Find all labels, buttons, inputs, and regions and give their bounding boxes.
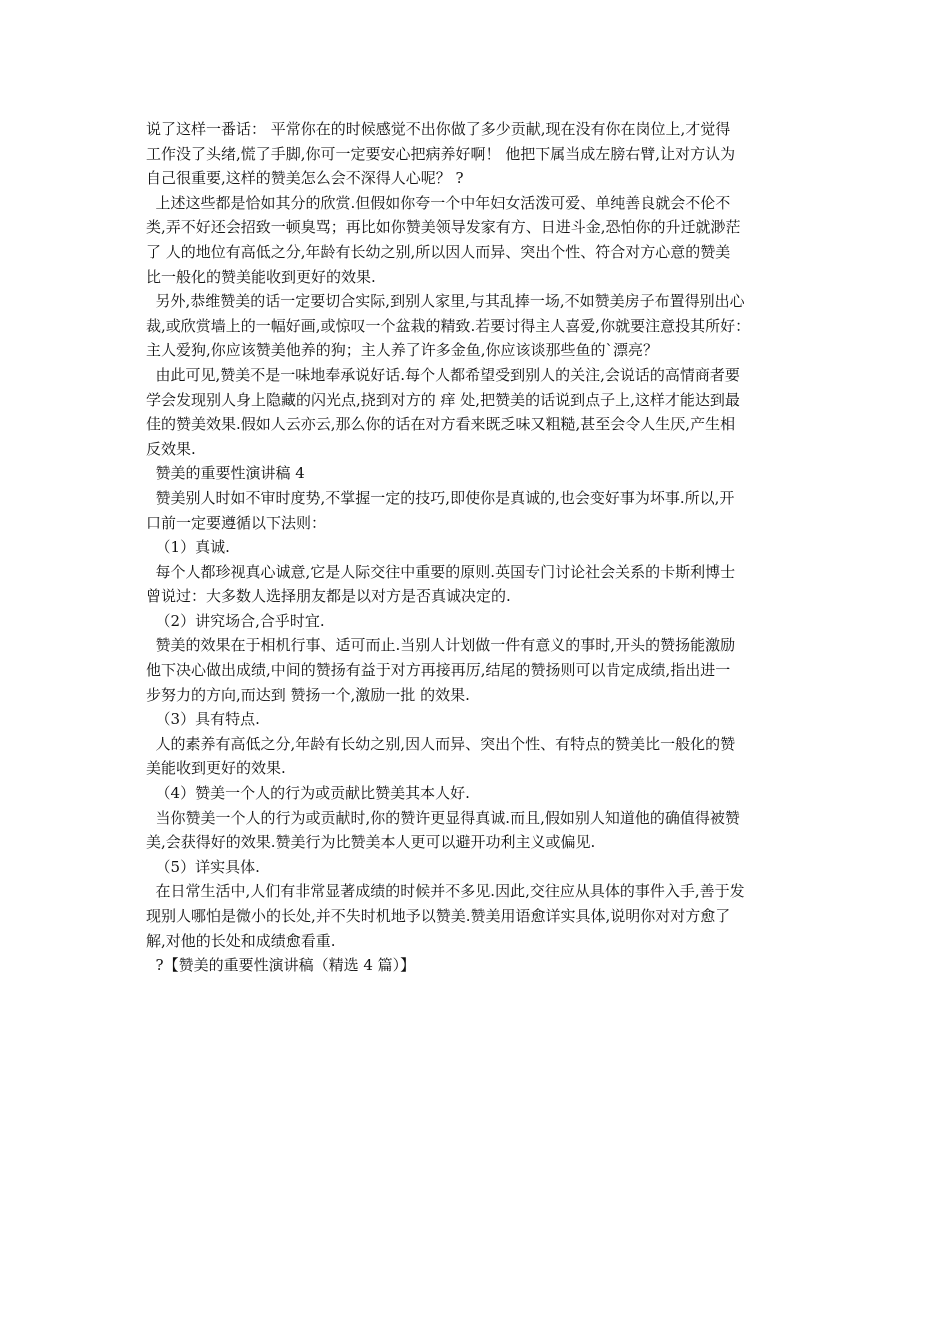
rule-heading: （5）详实具体. <box>146 857 260 876</box>
text-line: 类,弄不好还会招致一顿臭骂；再比如你赞美领导发家有方、日进斗金,恐怕你的升迁就渺茫 <box>146 218 741 237</box>
text-line: 现别人哪怕是微小的长处,并不失时机地予以赞美.赞美用语愈详实具体,说明你对对方愈了 <box>146 907 731 925</box>
document-body <box>146 117 810 978</box>
rule-heading: （1）真诚. <box>146 538 230 557</box>
text-line: 自己很重要,这样的赞美怎么会不深得人心呢？ ? <box>146 169 464 188</box>
rule-heading: （2）讲究场合,合乎时宜. <box>146 611 325 630</box>
rule-heading: （4）赞美一个人的行为或贡献比赞美其本人好. <box>146 784 470 803</box>
text-line: 工作没了头绪,慌了手脚,你可一定要安心把病养好啊！ 他把下属当成左膀右臂,让对方认为 <box>146 144 736 163</box>
text-line: 赞美别人时如不审时度势,不掌握一定的技巧,即使你是真诚的,也会变好事为坏事.所以,开 <box>146 488 735 507</box>
text-line: 美能收到更好的效果. <box>146 759 286 778</box>
text-line: 比一般化的赞美能收到更好的效果. <box>146 267 376 286</box>
text-line: 了 人的地位有高低之分,年龄有长幼之别,所以因人而异、突出个性、符合对方心意的赞美 <box>146 242 731 261</box>
section-heading: 赞美的重要性演讲稿 4 <box>146 464 305 483</box>
text-line: 当你赞美一个人的行为或贡献时,你的赞许更显得真诚.而且,假如别人知道他的确值得被赞 <box>146 808 740 827</box>
text-line: 他下决心做出成绩,中间的赞扬有益于对方再接再厉,结尾的赞扬则可以肯定成绩,指出进一 <box>146 661 731 680</box>
text-line: 由此可见,赞美不是一味地奉承说好话.每个人都希望受到别人的关注,会说话的高情商者要 <box>146 365 740 384</box>
text-line: 佳的赞美效果.假如人云亦云,那么你的话在对方看来既乏味又粗糙,甚至会令人生厌,产生相 <box>146 415 736 434</box>
text-line: 口前一定要遵循以下法则： <box>146 513 327 532</box>
text-line: 步努力的方向,而达到 赞扬一个,激励一批 的效果. <box>146 685 470 704</box>
text-line: 曾说过：大多数人选择朋友都是以对方是否真诚决定的. <box>146 587 511 606</box>
text-line: 人的素养有高低之分,年龄有长幼之别,因人而异、突出个性、有特点的赞美比一般化的赞 <box>146 734 736 753</box>
text-line: 在日常生活中,人们有非常显著成绩的时候并不多见.因此,交往应从具体的事件入手,善于发 <box>146 882 745 901</box>
text-line: 主人爱狗,你应该赞美他养的狗；主人养了许多金鱼,你应该谈那些鱼的`漂亮？ <box>146 341 659 360</box>
rule-heading: （3）具有特点. <box>146 710 260 729</box>
text-line: 另外,恭维赞美的话一定要切合实际,到别人家里,与其乱捧一场,不如赞美房子布置得别出心 <box>146 292 745 311</box>
text-line: 美,会获得好的效果.赞美行为比赞美本人更可以避开功利主义或偏见. <box>146 833 596 852</box>
text-line: 裁,或欣赏墙上的一幅好画,或惊叹一个盆栽的精致.若要讨得主人喜爱,你就要注意投其所好： <box>146 316 751 335</box>
document-footer-title: ?【赞美的重要性演讲稿（精选 4 篇）】 <box>146 956 416 975</box>
text-line: 每个人都珍视真心诚意,它是人际交往中重要的原则.英国专门讨论社会关系的卡斯利博士 <box>146 562 736 581</box>
text-line: 学会发现别人身上隐藏的闪光点,挠到对方的 痒 处,把赞美的话说到点子上,这样才能达到最 <box>146 390 740 409</box>
text-line: 反效果. <box>146 439 196 458</box>
text-line: 说了这样一番话： 平常你在的时候感觉不出你做了多少贡献,现在没有你在岗位上,才觉得 <box>146 120 731 138</box>
text-line: 上述这些都是恰如其分的欣赏.但假如你夸一个中年妇女活泼可爱、单纯善良就会不伦不 <box>146 193 731 212</box>
text-line: 解,对他的长处和成绩愈看重. <box>146 931 336 950</box>
text-line: 赞美的效果在于相机行事、适可而止.当别人计划做一件有意义的事时,开头的赞扬能激励 <box>146 636 736 655</box>
